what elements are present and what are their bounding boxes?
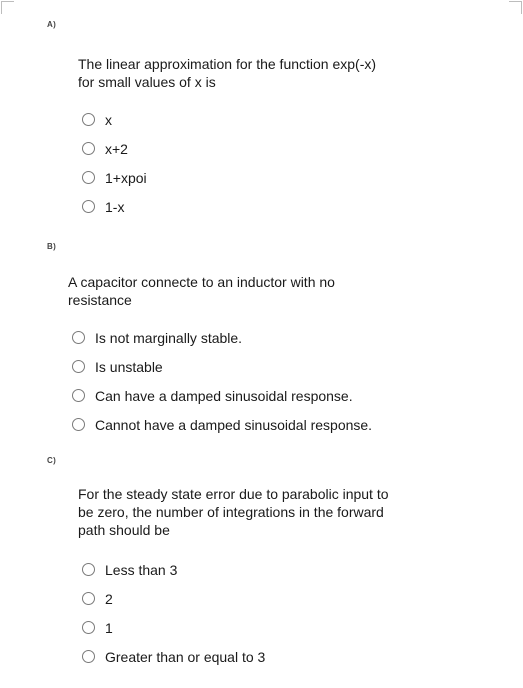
radio-button[interactable] bbox=[82, 621, 95, 634]
radio-button[interactable] bbox=[82, 113, 95, 126]
option-b-2[interactable] bbox=[72, 352, 372, 381]
option-c-1[interactable] bbox=[82, 555, 265, 584]
option-a-2[interactable] bbox=[82, 134, 147, 163]
option-label: x bbox=[105, 111, 112, 128]
option-label: Is unstable bbox=[95, 358, 163, 375]
option-label: Cannot have a damped sinusoidal response. bbox=[95, 416, 373, 433]
radio-button[interactable] bbox=[72, 360, 85, 373]
option-label: Less than 3 bbox=[105, 561, 178, 578]
option-c-2[interactable] bbox=[82, 584, 265, 613]
option-label: Can have a damped sinusoidal response. bbox=[95, 387, 353, 404]
question-a-label: A) bbox=[47, 20, 57, 29]
radio-button[interactable] bbox=[82, 592, 95, 605]
question-b-label: B) bbox=[47, 242, 57, 251]
option-c-4[interactable] bbox=[82, 642, 265, 671]
radio-button[interactable] bbox=[82, 200, 95, 213]
radio-button[interactable] bbox=[72, 389, 85, 402]
option-label: 1-x bbox=[105, 198, 125, 215]
question-a-options bbox=[82, 105, 147, 221]
option-a-1[interactable] bbox=[82, 105, 147, 134]
question-c-text: For the steady state error due to parabolic input to be zero, the number of integrations in the forward path should be bbox=[78, 486, 389, 538]
radio-button[interactable] bbox=[82, 171, 95, 184]
radio-button[interactable] bbox=[72, 331, 85, 344]
question-b-options bbox=[72, 323, 372, 439]
question-c-label: C) bbox=[47, 456, 57, 465]
question-b-text: A capacitor connecte to an inductor with no resistance bbox=[68, 274, 335, 308]
radio-button[interactable] bbox=[82, 142, 95, 155]
question-c-options bbox=[82, 555, 265, 671]
option-label: x+2 bbox=[105, 140, 128, 157]
page-corner-left bbox=[1, 1, 14, 14]
option-b-4[interactable] bbox=[72, 410, 372, 439]
option-label: 2 bbox=[105, 590, 113, 607]
option-label: 1 bbox=[105, 619, 113, 636]
page-corner-right bbox=[509, 1, 522, 14]
option-label: 1+xpoi bbox=[105, 169, 147, 186]
radio-button[interactable] bbox=[72, 418, 85, 431]
option-b-1[interactable] bbox=[72, 323, 372, 352]
option-a-4[interactable] bbox=[82, 192, 147, 221]
radio-button[interactable] bbox=[82, 650, 95, 663]
option-label: Is not marginally stable. bbox=[95, 329, 243, 346]
option-b-3[interactable] bbox=[72, 381, 372, 410]
radio-button[interactable] bbox=[82, 563, 95, 576]
question-a-text: The linear approximation for the function exp(-x) for small values of x is bbox=[78, 56, 377, 90]
option-label: Greater than or equal to 3 bbox=[105, 648, 266, 665]
option-c-3[interactable] bbox=[82, 613, 265, 642]
option-a-3[interactable] bbox=[82, 163, 147, 192]
